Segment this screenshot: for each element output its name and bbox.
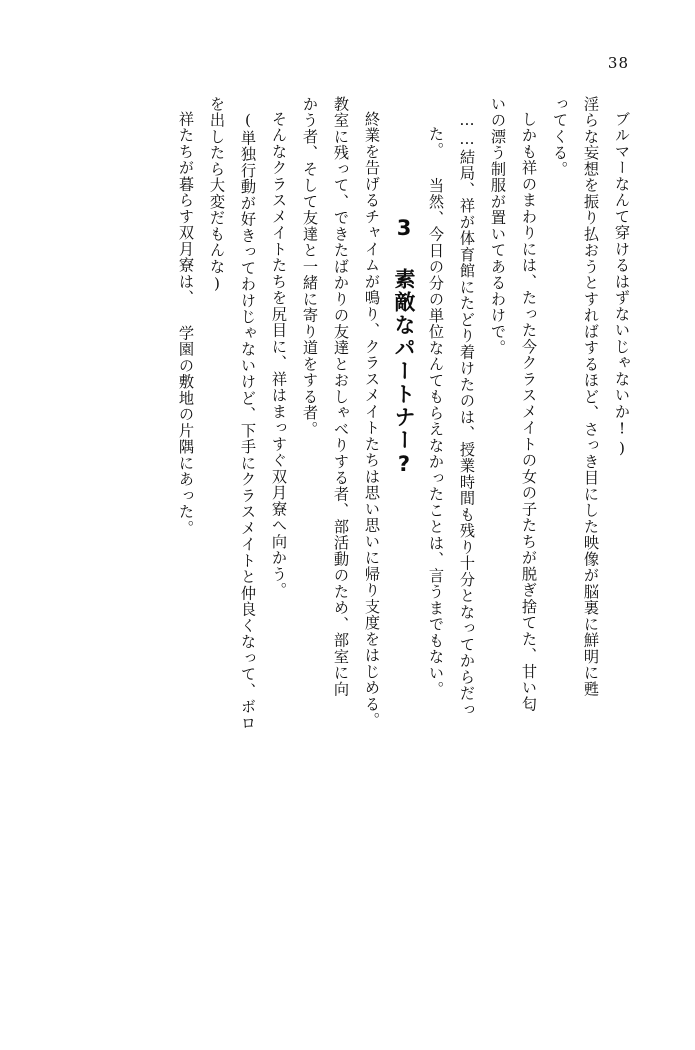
text-column: しかも祥のまわりには、たった今クラスメイトの女の子たちが脱ぎ捨てた、甘い匂 (520, 111, 538, 713)
text-column: 祥たちが暮らす双月寮は、 学園の敷地の片隅にあった。 (177, 111, 195, 537)
page-number: 38 (607, 54, 629, 72)
text-column: 教室に残って、できたばかりの友達とおしゃべりする者、部活動のため、部室に向 (332, 96, 350, 698)
text-column: ってくる。 (551, 96, 569, 178)
text-column: ……結局、祥が体育館にたどり着けたのは、授業時間も残り十分となってからだっ (458, 111, 476, 718)
text-column: た。 当然、今日の分の単位なんてもらえなかったことは、言うまでもない。 (427, 126, 445, 698)
text-column: いの漂う制服が置いてあるわけで。 (489, 96, 507, 356)
text-column: そんなクラスメイトたちを尻目に、祥はまっすぐ双月寮へ向かう。 (270, 111, 288, 599)
text-column: かう者、そして友達と一緒に寄り道をする者。 (301, 96, 319, 438)
text-column: 終業を告げるチャイムが鳴り、クラスメイトたちは思い思いに帰り支度をはじめる。 (363, 111, 381, 729)
text-column: 淫らな妄想を振り払おうとすればするほど、さっき目にした映像が脳裏に鮮明に甦 (582, 96, 600, 698)
section-heading: 3 素敵なパートナー? (392, 216, 416, 478)
text-column: ブルマーなんて穿けるはずないじゃないか!) (613, 111, 631, 458)
text-column: を出したら大変だもんな) (208, 96, 226, 294)
text-column: (単独行動が好きってわけじゃないけど、下手にクラスメイトと仲良くなって、ボロ (239, 111, 257, 732)
vertical-body-text (56, 96, 637, 990)
